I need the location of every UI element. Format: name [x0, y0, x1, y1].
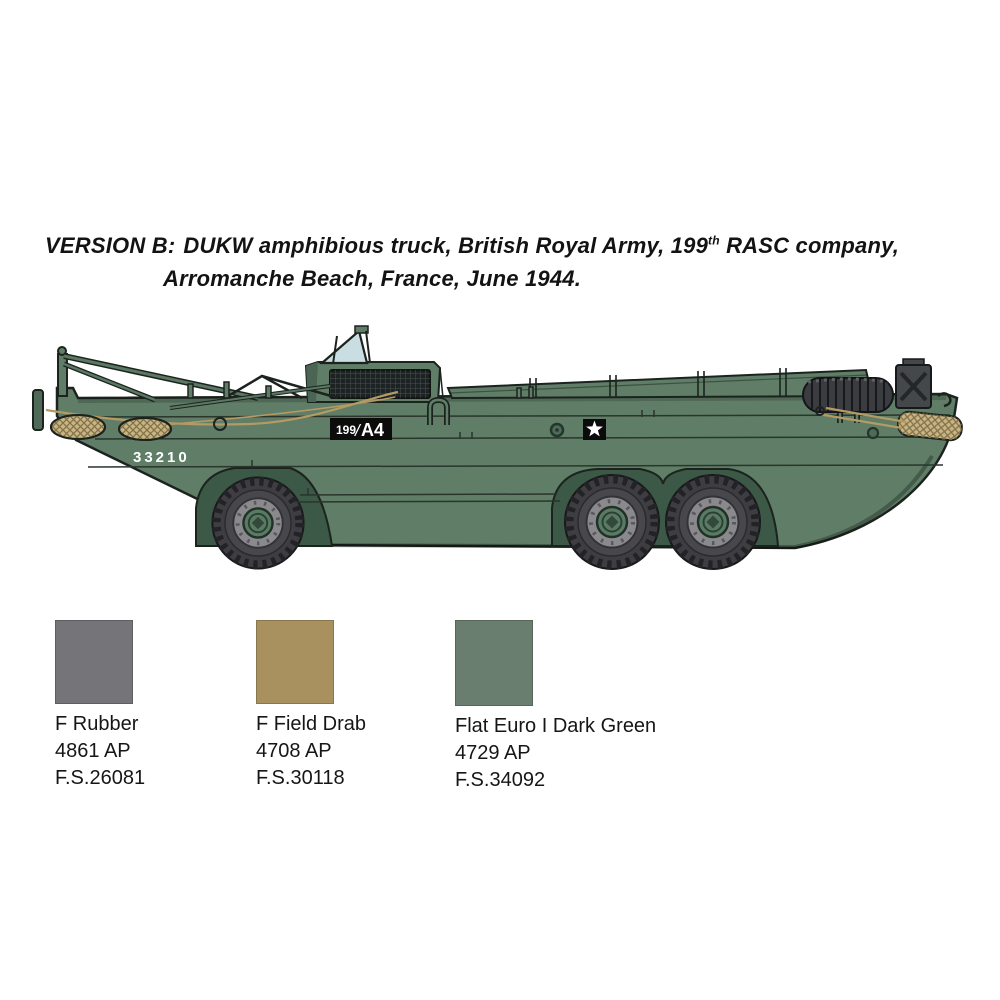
- caption-tail: RASC company,: [719, 233, 900, 258]
- rear-wheel-2: [666, 475, 760, 569]
- cowl: [306, 362, 443, 402]
- paint-name: F Field Drab: [256, 713, 367, 735]
- unit-plate-large: A4: [361, 420, 385, 440]
- paint-name: F Rubber: [55, 713, 139, 735]
- caption-line-2: Arromanche Beach, France, June 1944.: [163, 266, 582, 291]
- paint-code: 4729 AP: [455, 742, 531, 764]
- allied-star-icon: [583, 419, 606, 440]
- vehicle-illustration: [0, 318, 1000, 590]
- caption-text: DUKW amphibious truck, British Royal Army, 199: [183, 233, 709, 258]
- rear-wheel-1: [565, 475, 659, 569]
- paint-code: 4708 AP: [256, 740, 332, 762]
- hull-number: 33210: [133, 449, 190, 466]
- version-caption: [45, 233, 899, 292]
- paint-name: Flat Euro I Dark Green: [455, 715, 657, 737]
- jerry-can: [896, 359, 931, 408]
- paint-fs-number: F.S.26081: [55, 767, 146, 789]
- paint-fs-number: F.S.34092: [455, 769, 546, 791]
- unit-plate-small: 199: [336, 423, 357, 437]
- unit-plate-slash: /: [355, 421, 360, 440]
- version-label: VERSION B:: [45, 233, 176, 258]
- unit-plate: [330, 418, 392, 440]
- windshield: [322, 326, 370, 364]
- color-chip: [55, 620, 133, 704]
- front-wheel: [212, 477, 303, 568]
- caption-line-1: [45, 233, 899, 259]
- bow-bumper: [33, 390, 43, 430]
- paint-fs-number: F.S.30118: [256, 767, 345, 789]
- color-chip: [256, 620, 334, 704]
- ordinal-suffix: th: [708, 233, 720, 248]
- spare-tire: [803, 378, 893, 412]
- engine-grille-icon: [330, 370, 430, 398]
- paint-code: 4861 AP: [55, 740, 131, 762]
- paint-swatch-dark-green: [455, 620, 695, 794]
- color-chip: [455, 620, 533, 706]
